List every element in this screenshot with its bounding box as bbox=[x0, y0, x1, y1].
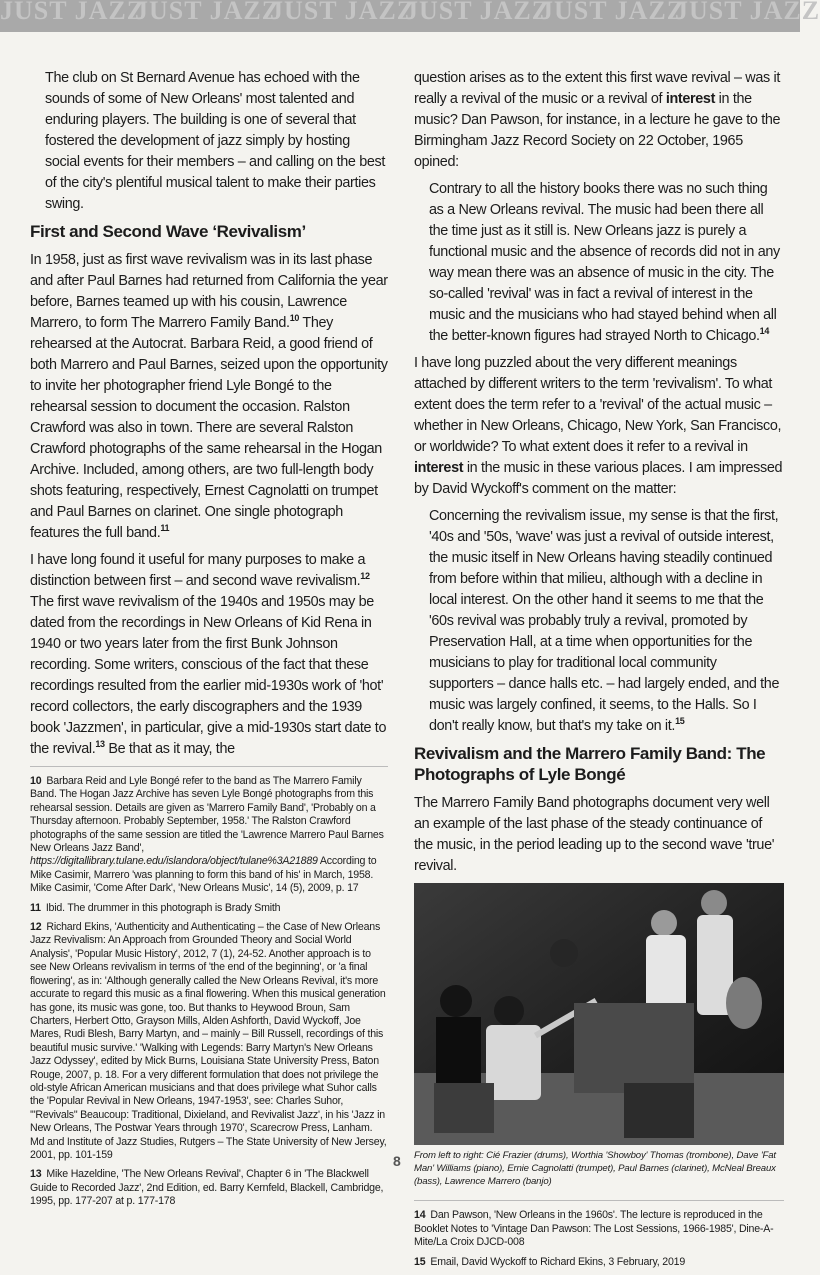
continued-paragraph: question arises as to the extent this first wave revival – was it really a revival of the music or a revival of interest in the music? Dan Pawson, for instance, in a lecture he gave to the Birmingham Jazz Record Society on 22 October, 1965 opined: bbox=[414, 70, 781, 170]
footnote-ref-14[interactable]: 14 bbox=[759, 326, 769, 337]
banner-text: JUST JAZZ bbox=[0, 0, 146, 25]
footnote-13: 13 Mike Hazeldine, 'The New Orleans Revival', Chapter 6 in 'The Blackwell Guide to Recorded Jazz', 2nd Edition, ed. Barry Kernfeld, Blackell, Cambridge, 1995, pp. 177-207 at p. 177-178 bbox=[30, 1168, 384, 1208]
footnote-14: 14 Dan Pawson, 'New Orleans in the 1960s'. The lecture is reproduced in the Booklet Notes to 'Vintage Dan Pawson: The Lost Sessions, 1966-1985', Dine-A-Mite/La Croix DJCD-008 bbox=[414, 1209, 774, 1249]
quote-pawson: Contrary to all the history books there was no such thing as a New Orleans revival. The music had been there all the time just as it still is. New Orleans jazz is purely a functional music and the absence of records did not in any way mean there was an absence of music in the city. The so-called 'revival' was in fact a revival of interest in the music and the musicians who had stayed behind when all the better-known figures had strayed North to Chicago.$^{14}$ bbox=[429, 181, 780, 344]
footnote-11: 11 Ibid. The drummer in this photograph is Brady Smith bbox=[30, 901, 281, 914]
footnote-ref-13[interactable]: 13 bbox=[95, 739, 105, 750]
band-photograph bbox=[414, 883, 784, 1145]
footnote-url[interactable]: https://digitallibrary.tulane.edu/islandora/object/tulane%3A21889 bbox=[30, 855, 318, 868]
body-paragraph-puzzled: I have long puzzled about the very different meanings attached by different writers to the term 'revivalism'. To what extent does the term refer to a 'revival' of the actual music – whether in New Orleans, Chicago, New York, San Francisco, or worldwide? To what extent does it refer to a revival in interest in the music in these various places. I am impressed by David Wyckoff's comment on the matter: bbox=[414, 355, 783, 497]
footnote-12: 12 Richard Ekins, 'Authenticity and Authenticating – the Case of New Orleans Jazz Revivalism: An Approach from Grounded Theory and Social World Analysis', 'Popular Music History', 2012, 7 (1), 24-52. Another approach is to see New Orleans revivalism in terms of 'the end of the beginning', or 'a final flowering', as in: 'Although generally called the New Orleans Revival, it's more accurate to regard this music as a final flowering. When this musical generation has gone, its music was gone, too. But thanks to Heywood Broun, Sam Charters, Herbert Otto, Grayson Mills, Alden Ashforth, David Wyckoff, Joe Mares, Rudi Blesh, Barry Martyn, and – mainly – Bill Russell, recordings of this beautiful music survive.' 'Walking with Legends: Barry Martyn's New Orleans Jazz Odyssey', edited by Mick Burns, Louisiana State University Press, Baton Rouge, 2007, p. 18. For a very different formulation that does not privilege the old-style African American musicians and that does privilege what Suhor calls the 'Popular Revival in New Orleans, 1947-1953', see: Charles Suhor, '"Revivals" Beaucoup: Traditional, Dixieland, and Revivalist Jazz', in his 'Jazz in New Orleans, The Postwar Years through 1970', Scarecrow Press, Lanham. Md and Institute of Jazz Studies, Rutgers – The State University of New Jersey, 2001, pp. 101-159 bbox=[30, 921, 387, 1161]
body-paragraph-distinction: I have long found it useful for many purposes to make a distinction between first – and second wave revivalism.$^{12}$ The first wave revivalism of the 1940s and 1950s may be dated from the recordings in New Orleans of Kid Rena in 1940 or two years later from the first Bunk Johnson recording. Some writers, conscious of the fact that these recordings resulted from the earlier mid-1930s work of 'hot' record collectors, the early discographers and the 1939 book 'Jazzmen', in particular, give a mid-1930s start date to the revival.$^{13}$ Be that as it may, the bbox=[30, 552, 387, 757]
footnote-ref-15[interactable]: 15 bbox=[675, 716, 685, 727]
body-paragraph-1958: In 1958, just as first wave revivalism was in its last phase and after Paul Barnes had returned from California the year before, Barnes teamed up with his cousin, Lawrence Marrero, to form The Marrero Family Band.$^{10}$ They rehearsed at the Autocrat. Barbara Reid, a good friend of both Marrero and Paul Barnes, seized upon the opportunity to invite her photographer friend Lyle Bongé to the rehearsal session to document the occasion. Ralston Crawford was also in town. There are several Ralston Crawford photographs of the same rehearsal in the Hogan Archive. Included, among others, are two full-length body shots featuring, respectively, Ernest Cagnolatti on trumpet and Paul Barnes on clarinet. One single photograph features the full band.$^{11}$ bbox=[30, 252, 388, 541]
photo-caption: From left to right: Cié Frazier (drums), Worthia 'Showboy' Thomas (trombone), Dave 'Fat Man' Williams (piano), Ernie Cagnolatti (trumpet), Paul Barnes (clarinet), McNeal Breaux (bass), Lawrence Marrero (banjo) bbox=[414, 1150, 776, 1187]
section-heading-marrero: Revivalism and the Marrero Family Band: The Photographs of Lyle Bongé bbox=[414, 744, 766, 784]
footnote-ref-12[interactable]: 12 bbox=[360, 571, 370, 582]
footnote-ref-10[interactable]: 10 bbox=[289, 313, 299, 324]
quote-wyckoff: Concerning the revivalism issue, my sense is that the first, '40s and '50s, 'wave' was just a revival of outside interest, the music itself in New Orleans having steadily continued from before within that milieu, although with a decline in local interest. On the other hand it seems to me that the '60s revival was probably truly a revival, promoted by Preservation Hall, at a time when opportunities for the musicians to play for traditional local community supporters – dance halls etc. – had largely ended, and the music was largely confined, it seems, to the Halls. So I don't really know, but that's my take on it.$^{15}$ bbox=[429, 508, 780, 734]
banner-text: JUST JAZZ bbox=[540, 0, 686, 25]
intro-paragraph: The club on St Bernard Avenue has echoed with the sounds of some of New Orleans' most talented and enduring players. The building is one of several that fostered the development of jazz simply by hosting social events for their members – and calling on the best of the city's plentiful musical talent to make their parties swing. bbox=[45, 70, 386, 212]
left-column bbox=[30, 68, 388, 1215]
banner-text: JUST JAZZ bbox=[405, 0, 551, 25]
footnote-divider bbox=[30, 766, 388, 767]
banner-text: JUST JAZZ bbox=[270, 0, 416, 25]
banner-text: JUST JAZZ bbox=[135, 0, 281, 25]
footnote-ref-11[interactable]: 11 bbox=[160, 523, 170, 534]
footnote-15: 15 Email, David Wyckoff to Richard Ekins, 3 February, 2019 bbox=[414, 1255, 686, 1268]
section-heading-revivalism: First and Second Wave ‘Revivalism’ bbox=[30, 222, 306, 241]
right-column bbox=[414, 68, 784, 1275]
page-number: 8 bbox=[393, 1153, 401, 1169]
footnote-10: 10 Barbara Reid and Lyle Bongé refer to the band as The Marrero Family Band. The Hogan Jazz Archive has seven Lyle Bongé photographs from this rehearsal session. Details are given as 'Marrero Family Band', 'Probably on a Thursday afternoon. Probably September, 1958.' The Ralston Crawford photographs of the same session are titled the 'Lawrence Marrero Paul Barnes New Orleans Jazz Band', https://digitallibrary.tulane.edu/islandora/object/tulane%3A21889 According to Mike Casimir, Marrero 'was planning to form this band of his' in March, 1958. Mike Casimir, 'Come After Dark', 'New Orleans Music', 14 (5), 2009, p. 17 bbox=[30, 775, 384, 895]
banner-text: JUST JAZZ bbox=[675, 0, 820, 25]
body-paragraph-photographs: The Marrero Family Band photographs document very well an example of the last phase of the steady continuance of the music, in the period leading up to the second wave 'true' revival. bbox=[414, 795, 775, 874]
footnote-divider bbox=[414, 1200, 784, 1201]
header-banner bbox=[0, 0, 820, 32]
